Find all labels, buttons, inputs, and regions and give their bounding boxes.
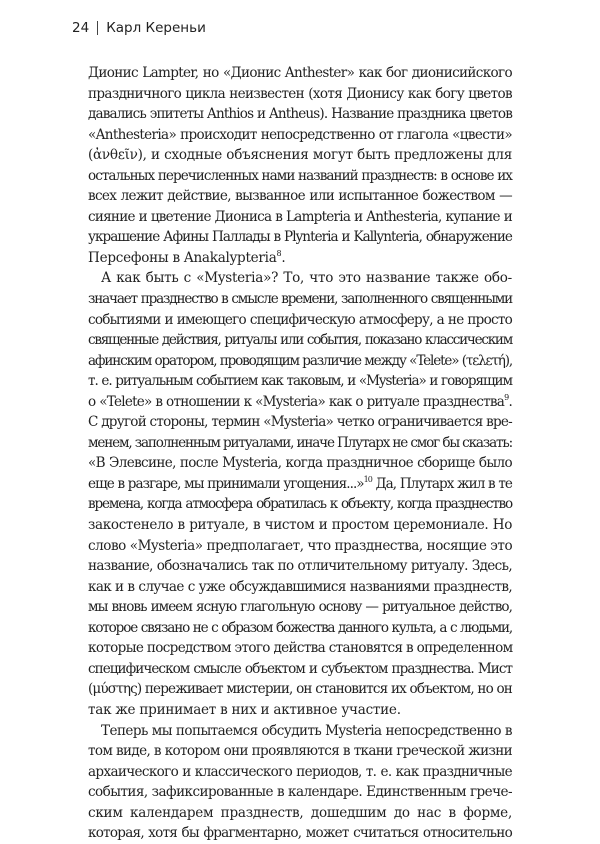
- running-head-author: Карл Кереньи: [106, 20, 206, 36]
- footnote-ref: 9: [504, 392, 509, 402]
- text-line: менем, заполненным ритуалами, иначе Плутарх не смог бы сказать:: [88, 434, 512, 451]
- paragraph-1: [88, 63, 512, 268]
- text-line: украшение Афины Паллады в Plynteria и Kallynteria, обнаружение: [88, 229, 512, 246]
- text-line: которые посредством этого действа становятся в определенном: [88, 640, 513, 657]
- text-line: т. е. ритуальным событием как таковым, и «Mysteria» и говорящим: [88, 373, 512, 390]
- footnote-ref: 10: [363, 474, 372, 484]
- text-line: ским календарем празднеств, дошедшим до нас в форме,: [88, 804, 512, 821]
- text-line: остальных перечисленных нами названий празднеств: в основе их: [88, 167, 512, 184]
- text-line: (μύστης) переживает мистерии, он становится их объектом, но он: [88, 681, 512, 698]
- text-line: времена, когда атмосфера обратилась к объекту, когда празднество: [88, 496, 512, 513]
- text-line: архаического и классического периодов, т. е. как праздничные: [88, 763, 512, 780]
- text-line: событиями и имеющего специфическую атмосферу, а не просто: [88, 311, 512, 328]
- text-line: всех лежит действие, вызванное или испытанное божеством —: [88, 188, 512, 205]
- text-line: (ἀνθεῖν), и сходные объяснения могут быть предложены для: [88, 147, 512, 164]
- text-line: мы вновь имеем ясную глагольную основу — ритуальное действо,: [88, 599, 512, 616]
- body-text: [88, 63, 512, 844]
- text-line: А как быть с «Mysteria»? То, что это название также обо-: [101, 270, 512, 287]
- text-line: как и в случае с уже обсуждавшимися названиями празднеств,: [88, 578, 512, 595]
- text-line: праздничного цикла неизвестен (хотя Дионису как богу цветов: [88, 85, 512, 102]
- text-line: «Anthesteria» происходит непосредственно от глагола «цвести»: [88, 126, 512, 143]
- text-line: так же принимает в них и активное участие.: [88, 701, 401, 718]
- text-line: Дионис Lampter, но «Дионис Anthester» как бог дионисийского: [88, 65, 512, 81]
- text-line: закостенело в ритуале, в чистом и простом церемониале. Но: [88, 517, 512, 534]
- text-line: сияние и цветение Диониса в Lampteria и Anthesteria, купание и: [88, 208, 512, 225]
- text-line: священные действия, ритуалы или события, показано классическим: [88, 332, 512, 349]
- text-line: специфическом смысле объектом и субъектом празднества. Мист: [88, 660, 512, 677]
- text-line: о «Telete» в отношении к «Mysteria» как о ритуале празднества$^9$.: [88, 392, 512, 410]
- page-number: 24: [72, 20, 90, 36]
- text-line: название, обозначались так по отличительному ритуалу. Здесь,: [88, 558, 512, 575]
- text-line: С другой стороны, термин «Mysteria» четко ограничивается вре-: [88, 414, 512, 431]
- text-line: Персефоны в Anakalypteria$^8$.: [88, 248, 286, 266]
- text-line: которая, хотя бы фрагментарно, может считаться относительно: [88, 825, 512, 842]
- text-line: Теперь мы попытаемся обсудить Mysteria непосредственно в: [101, 722, 512, 739]
- text-line: том виде, в котором они проявляются в ткани греческой жизни: [88, 743, 512, 760]
- running-head: [72, 20, 206, 36]
- footnote-ref: 8: [276, 248, 282, 258]
- text-line: афинским оратором, проводящим различие между «Telete» (τελετή),: [88, 352, 512, 369]
- text-line: «В Элевсине, после Mysteria, когда праздничное сборище было: [88, 455, 512, 472]
- text-line: значает празднество в смысле времени, заполненного священными: [88, 291, 512, 308]
- paragraph-3: [88, 721, 512, 844]
- header-separator: [97, 21, 98, 35]
- text-line: давались эпитеты Anthios и Antheus). Название праздника цветов: [88, 106, 512, 123]
- text-line: еще в разгаре, мы принимали угощения...»$^{10}$ Да, Плутарх жил в те: [88, 474, 512, 492]
- text-line: слово «Mysteria» предполагает, что празднества, носящие это: [88, 537, 513, 554]
- paragraph-2: [88, 268, 512, 720]
- text-line: которое связано не с образом божества данного культа, а с людьми,: [88, 619, 512, 636]
- text-line: события, зафиксированные в календаре. Единственным грече-: [88, 784, 512, 801]
